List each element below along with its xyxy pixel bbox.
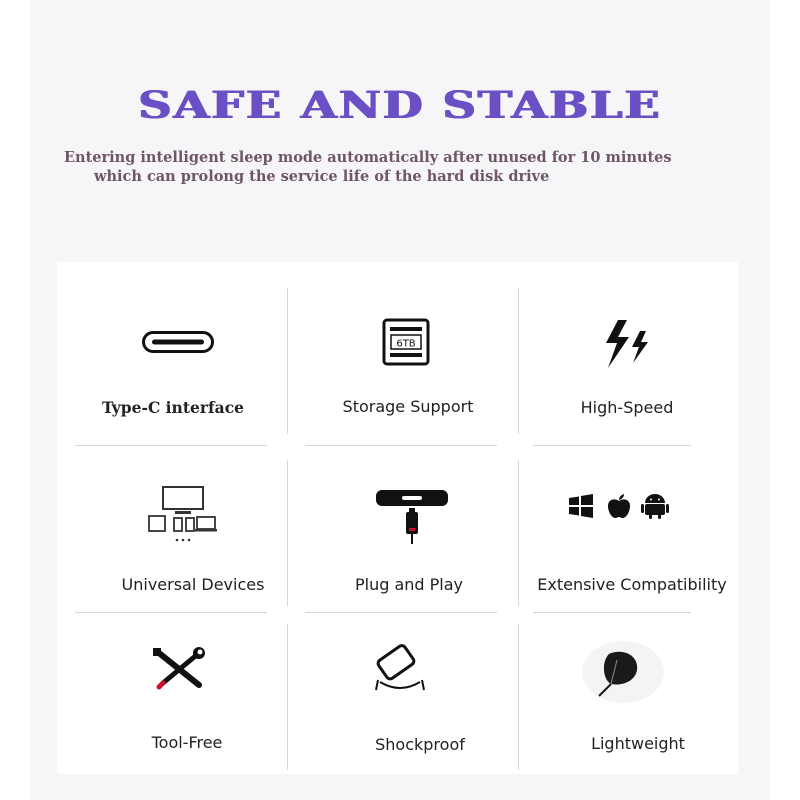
grid-divider <box>533 612 691 613</box>
feature-label: Plug and Play <box>354 575 464 594</box>
capacity-badge: 6TB <box>396 338 416 350</box>
grid-divider <box>75 445 267 446</box>
subtitle-line-2: which can prolong the service life of the hard disk drive <box>94 168 550 185</box>
android-icon <box>641 494 669 519</box>
features-card <box>57 262 738 774</box>
windows-icon <box>569 494 593 518</box>
feature-label: Storage Support <box>342 397 474 416</box>
feature-label: Shockproof <box>375 735 465 754</box>
grid-divider <box>533 445 691 446</box>
subtitle-line-1: Entering intelligent sleep mode automatically after unused for 10 minutes <box>64 149 672 166</box>
apple-icon <box>608 494 630 518</box>
feather-icon <box>581 640 665 704</box>
feature-label: High-Speed <box>580 398 674 417</box>
tools-icon <box>151 647 209 691</box>
feature-label: Extensive Compatibility <box>537 575 727 594</box>
feature-label: Lightweight <box>591 734 685 753</box>
grid-divider <box>305 612 497 613</box>
grid-divider <box>75 612 267 613</box>
feature-label: Tool-Free <box>151 733 223 752</box>
usb-c-port-icon <box>142 331 214 353</box>
lightning-icon <box>600 317 654 371</box>
hard-drive-icon <box>382 318 430 366</box>
usb-plug-icon <box>375 488 449 550</box>
os-logos-icon <box>567 493 673 519</box>
grid-divider <box>305 445 497 446</box>
headline: SAFE AND STABLE <box>138 82 662 128</box>
devices-icon <box>145 484 221 546</box>
feature-label: Universal Devices <box>121 575 265 594</box>
feature-label: Type-C interface <box>101 398 245 417</box>
shockproof-phone-icon <box>366 642 436 694</box>
